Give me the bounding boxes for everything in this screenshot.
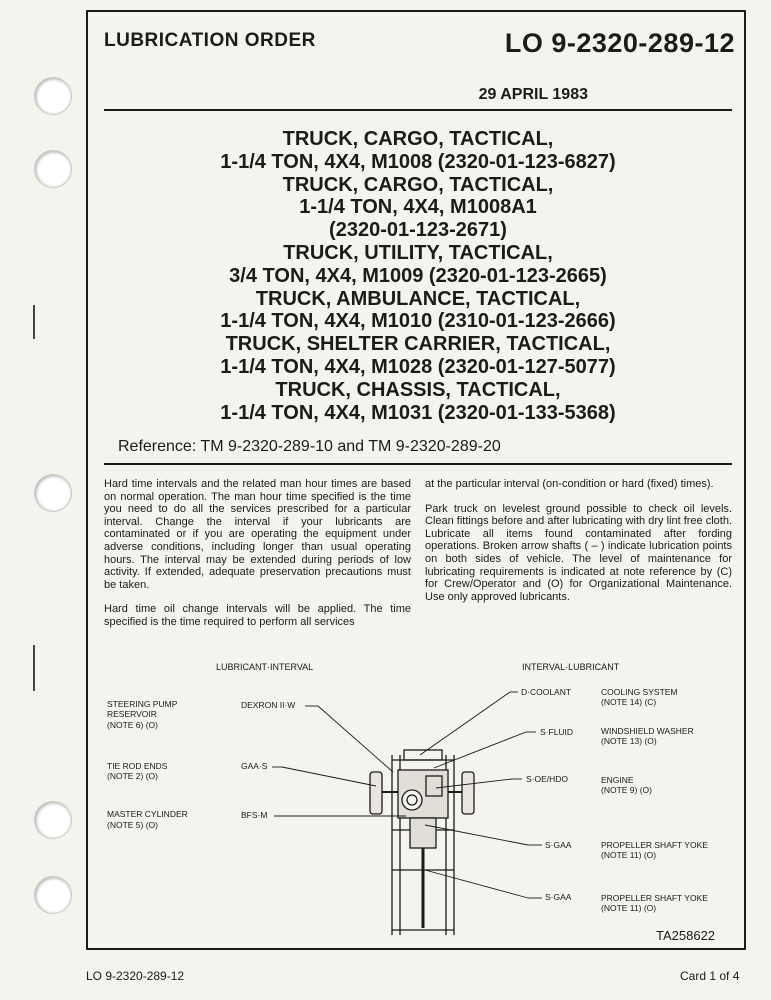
- item-steering-pump-note: (NOTE 6) (O): [107, 720, 158, 730]
- item-propeller-shaft-yoke: PROPELLER SHAFT YOKE: [601, 893, 708, 903]
- title-line: (2320-01-123-2671): [329, 219, 507, 242]
- lube-s-gaa: S·GAA: [545, 892, 572, 902]
- lube-s-fluid: S·FLUID: [540, 727, 574, 737]
- body-paragraph: Hard time intervals and the related man hour times are based on normal operation. The man hour time specified is the time you need to do all the services prescribed for a particular interval. Change the interval if your lubricants are contaminated or if you are operating the equipment under adverse conditions, including longer than usual operating hours. The interval may be extended during periods of low activity. If extended, adequate preservation precautions must be taken.: [104, 478, 411, 591]
- item-propeller-shaft-yoke-note: (NOTE 11) (O): [601, 850, 657, 860]
- title-line: TRUCK, CARGO, TACTICAL,: [282, 128, 554, 150]
- title-line: 1-1/4 TON, 4X4, M1008 (2320-01-123-6827): [220, 150, 616, 173]
- document-number: LO 9-2320-289-12: [504, 28, 735, 58]
- title-line: TRUCK, SHELTER CARRIER, TACTICAL,: [225, 333, 611, 356]
- lube-d-coolant: D·COOLANT: [521, 687, 572, 697]
- item-tie-rod-ends-note: (NOTE 2) (O): [107, 771, 158, 781]
- item-windshield-washer: WINDSHIELD WASHER: [601, 726, 694, 736]
- lube-bfs-m: BFS·M: [241, 810, 268, 820]
- item-cooling-system: COOLING SYSTEM: [601, 687, 678, 697]
- item-windshield-washer-note: (NOTE 13) (O): [601, 736, 657, 746]
- item-propeller-shaft-yoke: PROPELLER SHAFT YOKE: [601, 840, 708, 850]
- title-line: 3/4 TON, 4X4, M1009 (2320-01-123-2665): [229, 264, 607, 287]
- document-type: LUBRICATION ORDER: [104, 30, 316, 51]
- title-line: 1-1/4 TON, 4X4, M1010 (2310-01-123-2666): [220, 310, 616, 333]
- figure-id: TA258622: [656, 928, 716, 943]
- reference-line: Reference: TM 9-2320-289-10 and TM 9-2320-289-20: [118, 438, 501, 455]
- item-engine-note: (NOTE 9) (O): [601, 785, 652, 795]
- title-line: TRUCK, AMBULANCE, TACTICAL,: [255, 287, 581, 310]
- item-propeller-shaft-yoke-note: (NOTE 11) (O): [601, 903, 657, 913]
- title-line: TRUCK, UTILITY, TACTICAL,: [283, 241, 553, 264]
- title-line: 1-1/4 TON, 4X4, M1028 (2320-01-127-5077): [220, 355, 616, 378]
- item-tie-rod-ends: TIE ROD ENDS: [107, 761, 168, 771]
- lube-dexron: DEXRON II·W: [241, 700, 296, 710]
- document-date: 29 APRIL 1983: [478, 86, 588, 103]
- item-master-cylinder-note: (NOTE 5) (O): [107, 820, 158, 830]
- lube-s-gaa: S·GAA: [545, 840, 572, 850]
- title-line: TRUCK, CHASSIS, TACTICAL,: [275, 378, 561, 401]
- body-paragraph: Park truck on levelest ground possible to check oil levels. Clean fittings before and after lubricating with dry lint free cloth. Lubricate all items found contaminated after fording operations. Broken arrow shafts ( – ) indicate lubrication points on both sides of vehicle. The level of maintenance for lubricating requirements is indicated at note reference by (C) for Crew/Operator and (O) for Organizational Maintenance. Use only approved lubricants.: [425, 502, 732, 603]
- interval-lubricant-heading: INTERVAL·LUBRICANT: [522, 662, 620, 672]
- footer-card-number: Card 1 of 4: [680, 969, 740, 983]
- footer-document-number: LO 9-2320-289-12: [86, 969, 185, 983]
- body-paragraph: at the particular interval (on-condition or hard (fixed) times).: [425, 478, 714, 490]
- item-steering-pump-line2: RESERVOIR: [107, 709, 157, 719]
- title-line: 1-1/4 TON, 4X4, M1031 (2320-01-133-5368): [220, 401, 616, 424]
- lubricant-interval-heading: LUBRICANT·INTERVAL: [216, 662, 314, 672]
- title-line: 1-1/4 TON, 4X4, M1008A1: [299, 196, 537, 219]
- item-steering-pump: STEERING PUMP: [107, 699, 178, 709]
- title-line: TRUCK, CARGO, TACTICAL,: [282, 173, 554, 196]
- item-cooling-system-note: (NOTE 14) (C): [601, 697, 657, 707]
- truck-chassis-illustration: [370, 750, 474, 935]
- lube-gaa-s: GAA·S: [241, 761, 268, 771]
- lube-s-oe-hdo: S·OE/HDO: [526, 774, 569, 784]
- item-engine: ENGINE: [601, 775, 634, 785]
- item-master-cylinder: MASTER CYLINDER: [107, 809, 188, 819]
- body-paragraph: Hard time oil change intervals will be applied. The time specified is the time required to perform all services: [104, 603, 411, 628]
